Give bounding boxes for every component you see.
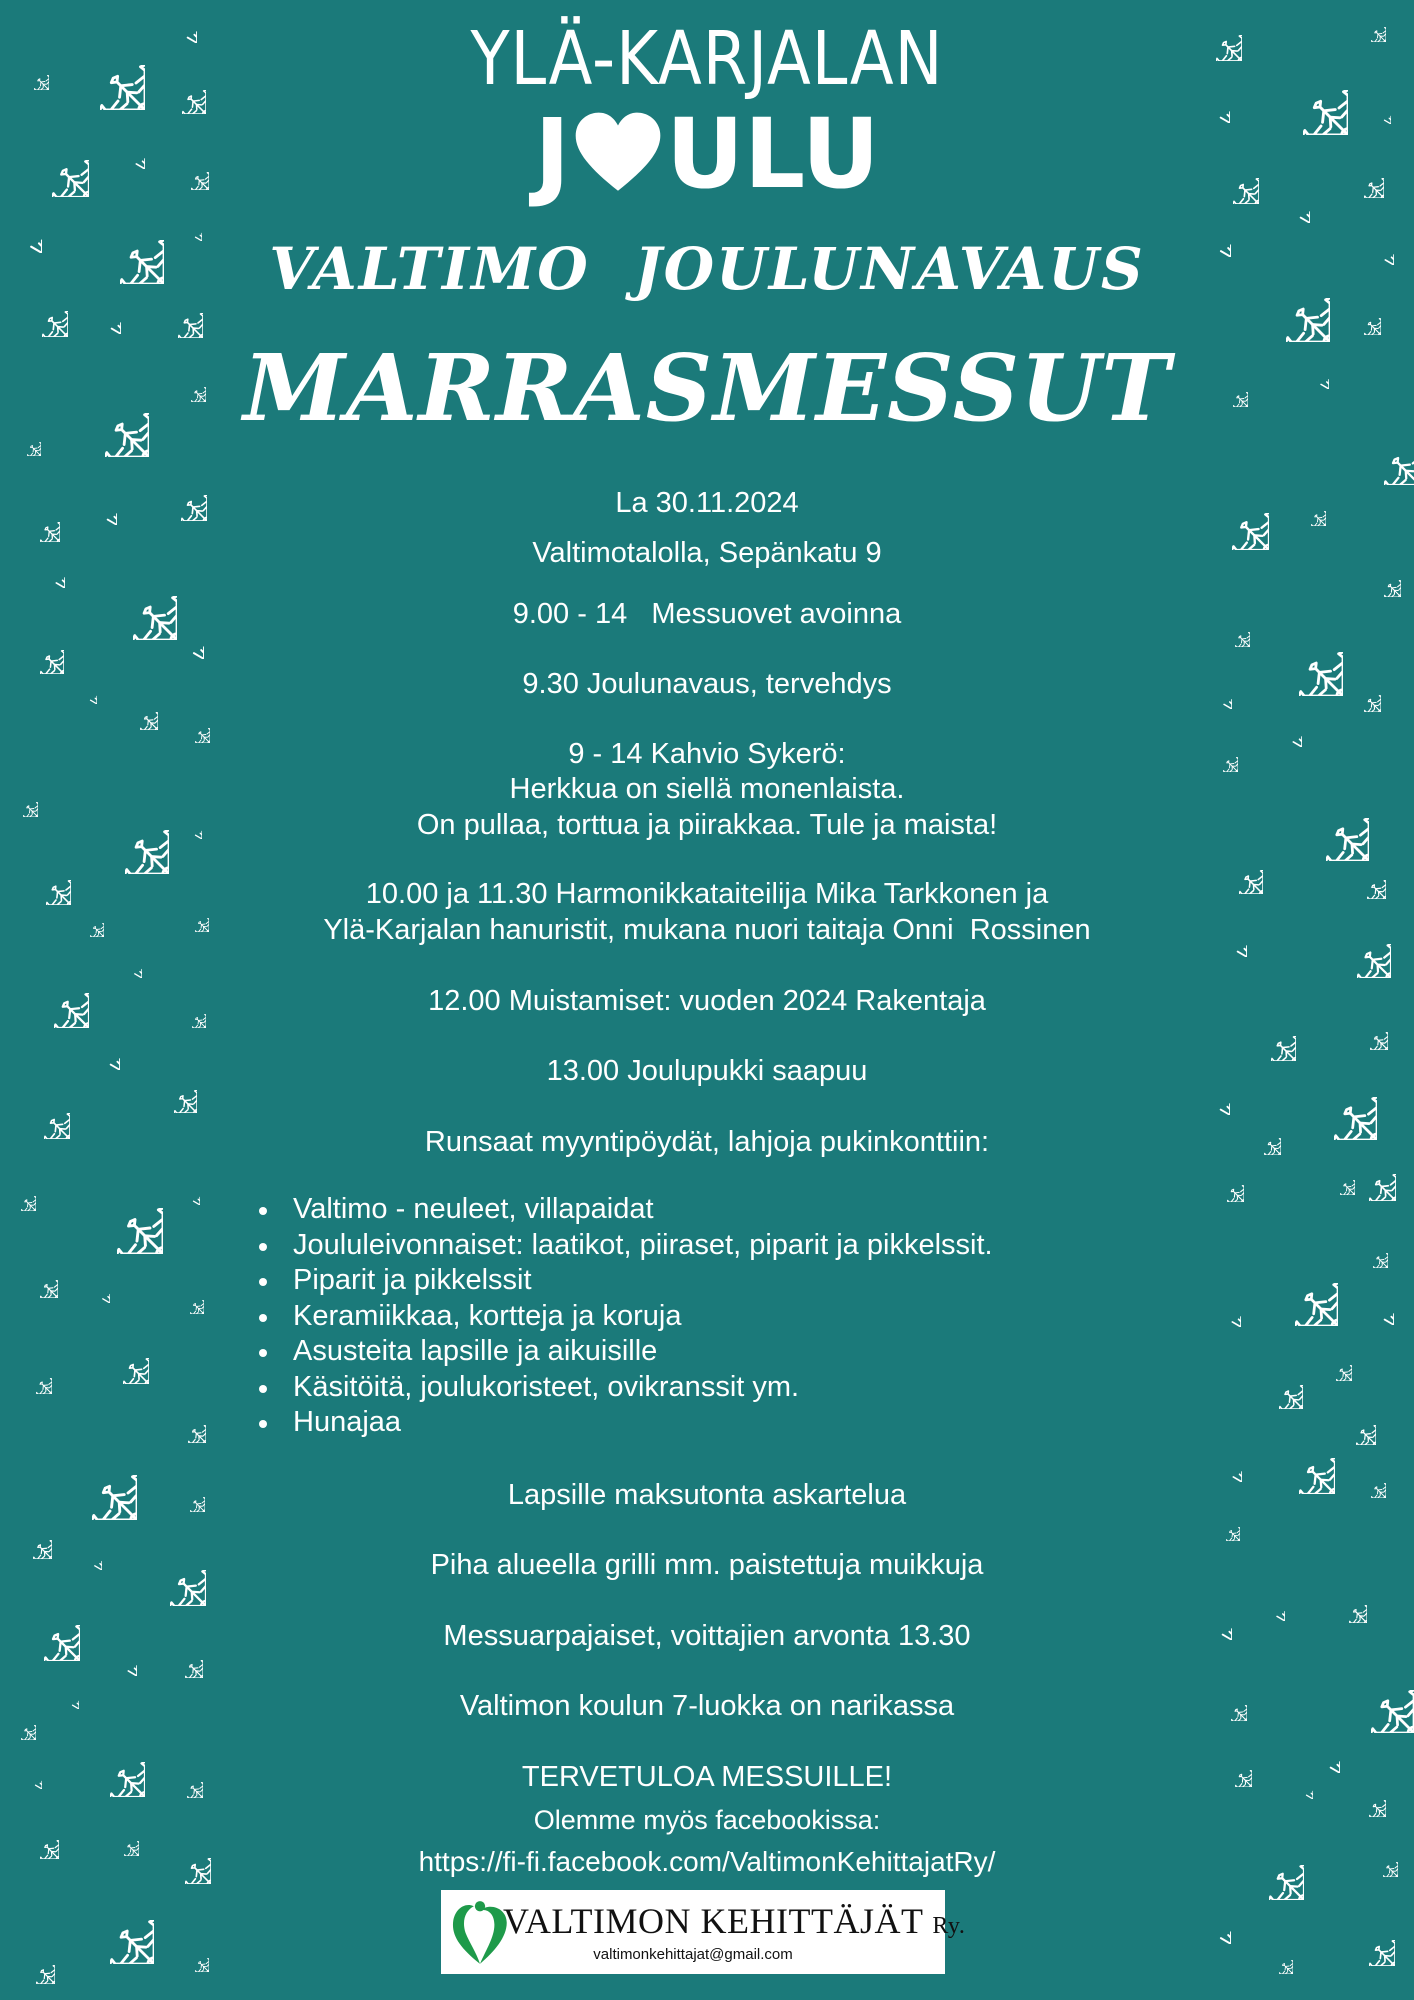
snowflake-icon xyxy=(184,821,202,839)
snowflake-icon xyxy=(1217,1303,1241,1327)
org-name-text: VALTIMON KEHITTÄJÄT xyxy=(503,1901,923,1941)
snowflake-icon xyxy=(1212,1513,1240,1541)
snowflake-icon xyxy=(1221,931,1247,957)
snowflake-icon xyxy=(1265,1946,1293,1974)
snowflake-icon xyxy=(1210,1168,1244,1202)
snowflake-icon xyxy=(176,372,206,402)
snowflake-icon xyxy=(1367,563,1401,597)
snowflake-icon xyxy=(6,1710,36,1740)
snowflake-icon xyxy=(6,1181,36,1211)
snowflake-icon xyxy=(41,564,65,588)
list-item: Piparit ja pikkelssit xyxy=(255,1263,993,1299)
event-subtitle: VALTIMO JOULUNAVAUS xyxy=(269,235,1145,303)
snowflake-icon xyxy=(176,1286,204,1314)
snowflake-icon xyxy=(1373,106,1391,124)
snowflake-icon xyxy=(19,958,89,1028)
right-snowflake-border xyxy=(1199,0,1414,2000)
org-suffix: Ry. xyxy=(932,1913,966,1939)
valtimon-kehittajat-logo xyxy=(441,1890,966,1974)
event-title: MARRASMESSUT xyxy=(243,334,1171,442)
snowflake-icon xyxy=(1284,197,1310,223)
snowflake-icon xyxy=(66,1876,154,1964)
snowflake-icon xyxy=(1348,861,1386,899)
snowflake-icon xyxy=(1356,1468,1386,1498)
snowflake-icon xyxy=(1207,152,1259,204)
snowflake-icon xyxy=(1368,1847,1398,1877)
list-item: Käsitöitä, joulukoristeet, ovikranssit ym. xyxy=(255,1370,993,1406)
snowflake-icon xyxy=(1347,678,1381,712)
snowflake-icon xyxy=(1368,1299,1394,1325)
snowflake-icon xyxy=(1215,846,1263,894)
snowflake-icon xyxy=(155,469,207,521)
logo-joulu-word xyxy=(215,98,1199,210)
snowflake-icon xyxy=(97,1332,149,1384)
snowflake-icon xyxy=(1206,1614,1232,1640)
snowflake-icon xyxy=(21,1821,59,1859)
snowflake-icon xyxy=(1328,1647,1414,1733)
snowflake-icon xyxy=(1320,1349,1352,1381)
org-email[interactable]: valtimonkehittajat@gmail.com xyxy=(593,1946,793,1963)
snowflake-icon xyxy=(1291,1054,1377,1140)
snowflake-icon xyxy=(1204,97,1230,123)
snowflake-icon xyxy=(1342,1147,1396,1201)
logo-region-text: YLÄ-KARJALAN xyxy=(470,17,944,103)
snowflake-icon xyxy=(91,499,117,525)
program-remembrance: 12.00 Muistamiset: vuoden 2024 Rakentaja xyxy=(428,985,986,1017)
sales-tables-intro: Runsaat myyntipöydät, lahjoja pukinkonttiin: xyxy=(424,1126,990,1158)
snowflake-icon xyxy=(16,285,68,337)
yla-karjalan-joulu-logo xyxy=(215,17,1199,210)
list-item: Asusteita lapsille ja aikuisille xyxy=(255,1334,993,1370)
music-line-2: Ylä-Karjalan hanuristit, mukana nuori taitaja Onni Rossinen xyxy=(323,914,1091,946)
snowflake-icon xyxy=(122,694,158,730)
snowflake-icon xyxy=(61,1691,79,1709)
snowflake-icon xyxy=(95,308,121,334)
snowflake-icon xyxy=(1295,1781,1313,1799)
cafe-line-2: On pullaa, torttua ja piirakkaa. Tule ja maista! xyxy=(416,809,998,841)
snowflake-icon xyxy=(1234,1830,1304,1900)
snowflake-icon xyxy=(1278,723,1302,747)
snowflake-icon xyxy=(89,552,177,640)
snowflake-icon xyxy=(134,1534,206,1606)
snowflake-icon xyxy=(1263,1599,1285,1621)
snowflake-icon xyxy=(81,786,169,874)
snowflake-icon xyxy=(1263,1422,1335,1494)
snowflake-icon xyxy=(1208,742,1238,772)
snowflake-icon xyxy=(171,1766,203,1798)
logo-joulu-j: J xyxy=(534,98,571,210)
snowflake-icon xyxy=(24,1771,42,1789)
list-item: Keramiikkaa, kortteja ja koruja xyxy=(255,1299,993,1335)
snowflake-icon xyxy=(170,1407,206,1443)
snowflake-icon xyxy=(158,66,206,114)
snowflake-icon xyxy=(1296,496,1326,526)
facebook-intro: Olemme myös facebookissa: xyxy=(533,1805,881,1835)
snowflake-icon xyxy=(1255,1361,1303,1409)
welcome-text: TERVETULOA MESSUILLE! xyxy=(521,1761,893,1793)
logo-joulu-ulu: ULU xyxy=(666,98,880,210)
snowflake-icon xyxy=(1331,1587,1367,1623)
yard-grill: Piha alueella grilli mm. paistettuja muikkuja xyxy=(430,1549,984,1581)
snowflake-icon xyxy=(71,1162,163,1254)
snowflake-icon xyxy=(1258,45,1348,135)
snowflake-icon xyxy=(184,223,202,241)
left-snowflake-border xyxy=(0,0,215,2000)
snowflake-icon xyxy=(1204,1089,1230,1115)
snowflake-icon xyxy=(18,1087,70,1139)
snowflake-icon xyxy=(151,1067,197,1113)
snowflake-icon xyxy=(76,909,104,937)
poster-content xyxy=(215,0,1199,2000)
snowflake-icon xyxy=(1195,476,1269,550)
snowflake-icon xyxy=(1215,1689,1247,1721)
event-date: La 30.11.2024 xyxy=(615,487,799,519)
heart-icon xyxy=(572,108,664,200)
snowflake-icon xyxy=(113,1652,137,1676)
snowflake-icon xyxy=(13,428,41,456)
snowflake-icon xyxy=(1314,1747,1340,1773)
snowflake-icon xyxy=(82,1550,102,1570)
snowflake-icon xyxy=(22,1262,58,1298)
snowflake-icon xyxy=(153,288,203,338)
snowflake-icon xyxy=(15,123,89,197)
fair-lottery: Messuarpajaiset, voittajien arvonta 13.30 xyxy=(443,1620,971,1652)
snowflake-icon xyxy=(1218,1458,1242,1482)
snowflake-icon xyxy=(159,1832,211,1884)
snowflake-icon xyxy=(8,787,38,817)
snowflake-icon xyxy=(90,1283,110,1303)
snowflake-icon xyxy=(167,1642,203,1678)
kids-crafts: Lapsille maksutonta askartelua xyxy=(507,1479,907,1511)
snowflake-icon xyxy=(1255,608,1343,696)
snowflake-icon xyxy=(1343,1914,1395,1966)
snowflake-icon xyxy=(173,154,209,190)
snowflake-icon xyxy=(79,686,97,704)
snowflake-icon xyxy=(61,369,149,457)
snowflake-icon xyxy=(1358,1238,1388,1268)
music-line-1: 10.00 ja 11.30 Harmonikkataiteilija Mika Tarkkonen ja xyxy=(365,878,1049,910)
snowflake-icon xyxy=(1348,413,1414,485)
list-item: Valtimo - neuleet, villapaidat xyxy=(255,1192,993,1228)
snowflake-icon xyxy=(14,1521,52,1559)
program-opening: 9.30 Joulunavaus, tervehdys xyxy=(522,668,892,700)
snowflake-icon xyxy=(109,1826,139,1856)
snowflake-icon xyxy=(21,855,71,905)
snowflake-icon xyxy=(1252,1240,1338,1326)
snowflake-icon xyxy=(1203,1916,1231,1944)
snowflake-icon xyxy=(1307,367,1329,389)
snowflake-icon xyxy=(1218,377,1248,407)
snowflake-icon xyxy=(1323,910,1391,978)
snowflake-icon xyxy=(1246,1011,1296,1061)
snowflake-icon xyxy=(181,904,209,932)
snowflake-icon xyxy=(1220,617,1250,647)
list-item: Hunajaa xyxy=(255,1405,993,1441)
snowflake-icon xyxy=(1370,241,1394,265)
snowflake-icon xyxy=(20,1362,52,1394)
snowflake-icon xyxy=(12,223,42,253)
snowflake-icon xyxy=(1352,1014,1388,1050)
snowflake-icon xyxy=(75,1727,145,1797)
org-name xyxy=(503,1900,965,1942)
snowflake-icon xyxy=(1352,1783,1386,1817)
snowflake-icon xyxy=(1283,775,1369,861)
cafe-title: 9 - 14 Kahvio Sykerö: xyxy=(568,738,846,770)
cloakroom-info: Valtimon koulun 7-luokka on narikassa xyxy=(459,1690,955,1722)
snowflake-icon xyxy=(180,713,210,743)
snowflake-icon xyxy=(1344,158,1384,198)
list-item: Joululeivonnaiset: laatikot, piiraset, piparit ja pikkelssit. xyxy=(255,1228,993,1264)
snowflake-icon xyxy=(1210,687,1232,709)
snowflake-icon xyxy=(176,631,204,659)
cafe-line-1: Herkkua on siellä monenlaista. xyxy=(509,773,905,805)
facebook-link[interactable]: https://fi-fi.facebook.com/ValtimonKehittajatRy/ xyxy=(418,1846,996,1877)
snowflake-icon xyxy=(1242,254,1330,342)
snowflake-icon xyxy=(1356,12,1386,42)
snowflake-icon xyxy=(121,145,145,169)
snowflake-icon xyxy=(76,196,164,284)
snowflake-icon xyxy=(1218,1753,1252,1787)
snowflake-icon xyxy=(8,1589,80,1661)
snowflake-icon xyxy=(122,958,142,978)
snowflake-icon xyxy=(181,1944,209,1972)
snowflake-icon xyxy=(171,17,197,43)
snowflake-icon xyxy=(1203,229,1231,257)
snowflake-icon xyxy=(55,20,145,110)
program-santa: 13.00 Joulupukki saapuu xyxy=(546,1055,868,1087)
snowflake-icon xyxy=(19,60,49,90)
snowflake-icon xyxy=(182,1187,200,1205)
snowflake-icon xyxy=(17,1946,55,1984)
snowflake-icon xyxy=(20,502,60,542)
opening-hours: 9.00 - 14 Messuovet avoinna xyxy=(512,598,902,630)
snowflake-icon xyxy=(178,1000,206,1028)
event-place: Valtimotalolla, Sepänkatu 9 xyxy=(532,537,882,569)
snowflake-icon xyxy=(1336,1405,1376,1445)
sales-items-list xyxy=(255,1192,993,1441)
snowflake-icon xyxy=(1247,1121,1281,1155)
snowflake-icon xyxy=(94,1044,120,1070)
snowflake-icon xyxy=(1347,301,1381,335)
snowflake-icon xyxy=(47,1430,137,1520)
snowflake-icon xyxy=(175,1482,205,1512)
snowflake-icon xyxy=(16,626,64,674)
